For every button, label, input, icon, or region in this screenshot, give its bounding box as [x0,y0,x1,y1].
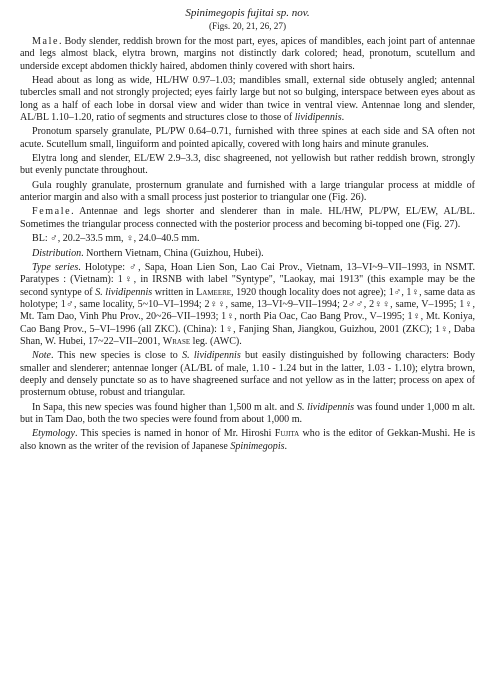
type-series-text-3: , 1920 though locality does not agree); 1♂, 1♀, same data as holotype; 1♂, same locality, 5~10–VI–1994; 2♀♀, same, 13–VI~9–VII–1994; 2♂♂, 2♀♀, same, V–1995; 1♀, Mt. Tam Dao, Vinh Phu Prov., 20~26–VII–1993; 1♀, north Pia Oac, Cao Bang Prov., V–1995; 1♀, Mt. Koniya, Cao Bang Prov., 5–VI–1996 (all ZKC). (China): 1♀, Fanjing Shan, Jiangkou, Guizhou, 2001 (ZKC); 1♀, Daba Shan, W. Hubei, 17~22–VII–2001, [20,286,475,347]
elytra-description: Elytra long and slender, EL/EW 2.9–3.3, disc shagreened, not yellowish but rather reddish brown, strongly but evenly punctate throughout. [20,153,475,177]
type-series-text-2: written in [152,286,197,298]
collector-name: Wrase [162,335,191,347]
species-name: Spinimegopis fujitai [185,7,274,19]
note-label: Note [32,350,51,362]
species-title [20,6,475,20]
body-length [20,233,475,245]
type-series-label: Type series [32,261,79,273]
head-text: Head about as long as wide, HL/HW 0.97–1.03; mandibles small, external side obtusely angled; antennal tubercles small and not strongly projected; eyes fairly large but not so bulging, interspace between eyes about as long as a half of each lobe in dorsal view and wider than twice in ventral view. Antennae long and slender, AL/BL 1.10–1.20, ratio of segments and structures close to those of [20,75,475,124]
head-end: . [341,112,345,124]
figure-references: (Figs. 20, 21, 26, 27) [208,21,287,31]
type-series-species-ref: S. lividipennis [95,286,153,298]
body-length-label: BL: [32,233,48,245]
etymology-genus-ref: Spinimegopis [230,440,285,452]
head-description [20,75,475,124]
gula-description: Gula roughly granulate, prosternum granulate and furnished with a large triangular process at middle of anterior margin and also with a small process just posterior to triangular one (Fig. 26). [20,179,475,204]
female-heading: Female [32,206,72,218]
type-series-text-4: leg. (AWC). [190,335,242,347]
type-series-text-1: . Holotype: ♂, Sapa, Hoan Lien Son, Lao Cai Prov., Vietnam, 13–VI~9–VII–1993, in NSMT. Paratypes : (Vietnam): 1♀, in IRSNB with label "Syntype", "Laokay, mai 1913" (this example may be the second syntype of [20,261,475,298]
note-species-ref: S. lividipennis [182,350,241,362]
distribution-text: . Northern Vietnam, China (Guizhou, Hubei). [81,247,264,259]
male-description [20,36,475,73]
honoree-surname: Fujita [274,428,300,440]
etymology-text-2: who is the editor of Gekkan-Mushi. He is also known as the writer of the revision of Japanese [20,428,475,452]
etymology-end: . [284,440,288,452]
type-series [20,262,475,348]
note-text-1: . This new species is close to [50,350,183,362]
author-name: Lameere [196,286,232,298]
body-length-text: ♂, 20.2–33.5 mm, ♀, 24.0–40.5 mm. [47,233,200,245]
species-status: sp. nov. [273,7,310,19]
female-text: . Antennae and legs shorter and slenderer than in male. HL/HW, PL/PW, EL/EW, AL/BL. Sometimes the triangular process connected with the posterior process and becoming bi-topped one (Fig. 27). [20,206,475,230]
sapa-species-ref: S. lividipennis [296,401,355,413]
sapa-text-1: In Sapa, this new species was found higher than 1,500 m alt. and [32,401,297,413]
note-text-2: but easily distinguished by following characters: Body smaller and slenderer; antennae longer (AL/BL of male, 1.10 - 1.24 but in the latter, 1.03 - 1.10); elytra brown, deeply and densely punctate so as to have shagreened surface and not yellow as in the latter; process on apex of prosternum obtuse, robust and triangular. [20,350,475,399]
etymology [20,428,475,453]
distribution-label: Distribution [32,247,82,259]
etymology-text-1: . This species is named in honor of Mr. Hiroshi [74,428,275,440]
note [20,350,475,399]
pronotum-description: Pronotum sparsely granulate, PL/PW 0.64–0.71, furnished with three spines at each side and SA often not acute. Scutellum small, linguiform and pointed apically, covered with long hairs and minute granules. [20,126,475,150]
male-text: . Body slender, reddish brown for the most part, eyes, apices of mandibles, each joint part of antennae and legs almost black, elytra brown, margins not distinctly dark colored; head, pronotum, scutellum and underside except abdomen thickly haired, abdomen thinly covered with short hairs. [20,36,475,72]
sapa-text-2: was found under 1,000 m alt. but in Tam Dao, both the two species were found from about 1,000 m. [20,401,476,425]
etymology-label: Etymology [32,428,75,440]
distribution [20,248,475,260]
male-heading: Male [32,36,60,47]
sapa-remark [20,402,475,427]
head-species-ref: lividipennis [294,112,342,124]
female-description [20,206,475,231]
